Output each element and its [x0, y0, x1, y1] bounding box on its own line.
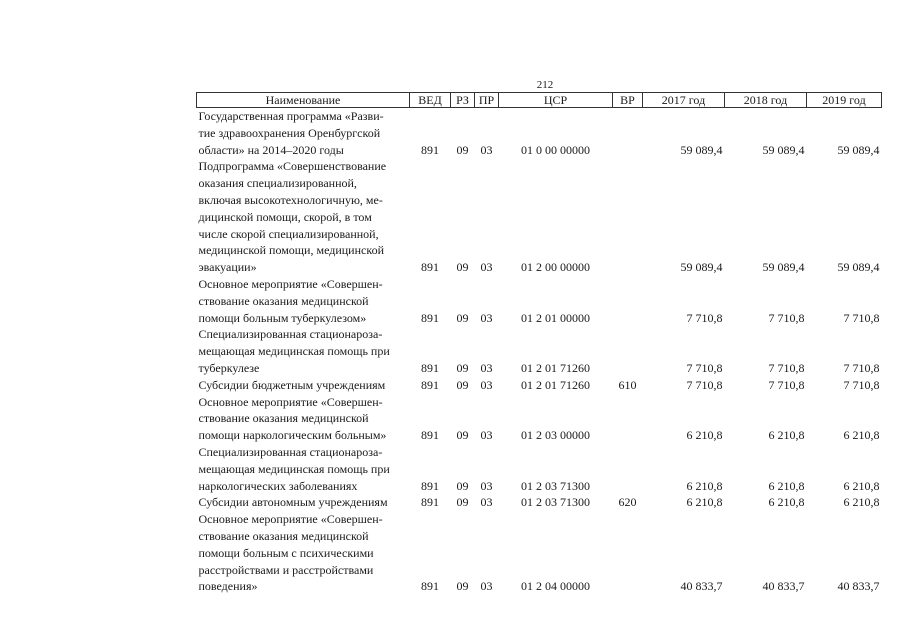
row-name: Подпрограмма «Совершенствование оказания специализированной, включая высокотехнологичную, ме- дицинской помощи, скорой, в том числе скорой специализированной, медицинской помощи, медицинской эвакуации»	[198, 159, 387, 275]
row-2018: 6 210,8	[768, 495, 805, 510]
row-name: Основное мероприятие «Совершен- ствование оказания медицинской помощи больным туберкулезом»	[198, 276, 383, 325]
row-2017: 6 210,8	[686, 428, 723, 443]
row-rz: 09	[456, 142, 469, 157]
row-pr: 03	[480, 142, 493, 157]
row-name-cell	[197, 276, 410, 326]
table-row	[197, 377, 882, 394]
row-2018: 7 710,8	[768, 310, 805, 325]
col-header-csr: ЦСР	[499, 93, 613, 108]
row-vr	[613, 394, 643, 444]
col-header-pr: ПР	[475, 93, 499, 108]
row-name: Субсидии автономным учреждениям	[198, 495, 388, 510]
row-name: Государственная программа «Разви- тие здравоохранения Оренбургской области» на 2014–2020 годы	[198, 109, 384, 157]
row-csr: 01 2 00 00000	[521, 260, 590, 275]
row-2018: 6 210,8	[768, 428, 805, 443]
row-ved: 891	[421, 360, 439, 375]
row-2019: 59 089,4	[837, 260, 880, 275]
row-2017: 6 210,8	[686, 478, 723, 493]
row-rz: 09	[456, 495, 469, 510]
row-2017: 59 089,4	[680, 142, 723, 157]
row-csr: 01 2 03 71300	[521, 495, 590, 510]
row-pr: 03	[480, 260, 493, 275]
row-csr: 01 2 03 71300	[521, 478, 590, 493]
row-vr	[613, 511, 643, 595]
row-2018: 40 833,7	[762, 579, 805, 594]
row-ved: 891	[421, 310, 439, 325]
col-header-2017: 2017 год	[643, 93, 725, 108]
budget-table	[196, 92, 882, 595]
row-vr	[613, 276, 643, 326]
row-csr: 01 2 01 71260	[521, 377, 590, 392]
row-pr: 03	[480, 377, 493, 392]
row-pr: 03	[480, 495, 493, 510]
row-name-cell	[197, 377, 410, 394]
row-ved: 891	[421, 579, 439, 594]
row-2017: 6 210,8	[686, 495, 723, 510]
row-name-cell	[197, 326, 410, 376]
row-vr	[613, 326, 643, 376]
row-2018: 59 089,4	[762, 260, 805, 275]
page-number: 212	[536, 79, 554, 91]
row-name-cell	[197, 394, 410, 444]
row-pr: 03	[480, 579, 493, 594]
col-header-ved: ВЕД	[410, 93, 451, 108]
row-rz: 09	[456, 579, 469, 594]
col-header-vr: ВР	[613, 93, 643, 108]
row-2017: 59 089,4	[680, 260, 723, 275]
row-ved: 891	[421, 478, 439, 493]
row-2018: 7 710,8	[768, 377, 805, 392]
row-csr: 01 2 01 00000	[521, 310, 590, 325]
col-header-2018: 2018 год	[725, 93, 807, 108]
row-name: Основное мероприятие «Совершен- ствование оказания медицинской помощи наркологическим больным»	[198, 394, 387, 443]
col-header-rz: РЗ	[451, 93, 475, 108]
row-name-cell	[197, 108, 410, 159]
row-name-cell	[197, 494, 410, 511]
row-2019: 7 710,8	[843, 310, 880, 325]
table-row	[197, 158, 882, 276]
row-csr: 01 2 03 00000	[521, 428, 590, 443]
table-row	[197, 326, 882, 376]
row-2018: 6 210,8	[768, 478, 805, 493]
row-vr	[613, 108, 643, 159]
row-2019: 59 089,4	[837, 142, 880, 157]
table-row	[197, 394, 882, 444]
col-header-name: Наименование	[197, 93, 410, 108]
table-row	[197, 108, 882, 159]
row-ved: 891	[421, 260, 439, 275]
row-name: Основное мероприятие «Совершен- ствование оказания медицинской помощи больным с психическими расстройствами и расстройствами поведения»	[198, 512, 383, 594]
row-name-cell	[197, 511, 410, 595]
col-header-2019: 2019 год	[807, 93, 882, 108]
row-rz: 09	[456, 310, 469, 325]
row-name: Специализированная стационароза- мещающая медицинская помощь при наркологических заболеваниях	[198, 444, 390, 493]
row-vr	[613, 444, 643, 494]
row-csr: 01 0 00 00000	[521, 142, 590, 157]
row-2017: 7 710,8	[686, 310, 723, 325]
row-rz: 09	[456, 428, 469, 443]
row-ved: 891	[421, 428, 439, 443]
table-header	[197, 93, 882, 108]
row-ved: 891	[421, 495, 439, 510]
row-2019: 6 210,8	[843, 495, 880, 510]
row-name-cell	[197, 158, 410, 276]
row-pr: 03	[480, 310, 493, 325]
row-2019: 6 210,8	[843, 478, 880, 493]
row-rz: 09	[456, 260, 469, 275]
table-body	[197, 108, 882, 596]
row-2018: 7 710,8	[768, 360, 805, 375]
row-2019: 6 210,8	[843, 428, 880, 443]
row-pr: 03	[480, 428, 493, 443]
row-rz: 09	[456, 478, 469, 493]
table-row	[197, 276, 882, 326]
row-pr: 03	[480, 360, 493, 375]
row-2019: 40 833,7	[837, 579, 880, 594]
row-vr: 620	[618, 495, 637, 510]
row-name: Субсидии бюджетным учреждениям	[198, 377, 386, 392]
row-rz: 09	[456, 360, 469, 375]
row-name-cell	[197, 444, 410, 494]
row-ved: 891	[421, 142, 439, 157]
row-2018: 59 089,4	[762, 142, 805, 157]
table-row	[197, 511, 882, 595]
row-2017: 7 710,8	[686, 360, 723, 375]
table-row	[197, 494, 882, 511]
table-row	[197, 444, 882, 494]
row-csr: 01 2 04 00000	[521, 579, 590, 594]
row-name: Специализированная стационароза- мещающая медицинская помощь при туберкулезе	[198, 327, 390, 375]
row-2017: 40 833,7	[680, 579, 723, 594]
row-pr: 03	[480, 478, 493, 493]
row-vr	[613, 158, 643, 276]
row-2019: 7 710,8	[843, 360, 880, 375]
row-csr: 01 2 01 71260	[521, 360, 590, 375]
row-rz: 09	[456, 377, 469, 392]
row-2017: 7 710,8	[686, 377, 723, 392]
row-ved: 891	[421, 377, 439, 392]
row-2019: 7 710,8	[843, 377, 880, 392]
row-vr: 610	[618, 377, 637, 392]
